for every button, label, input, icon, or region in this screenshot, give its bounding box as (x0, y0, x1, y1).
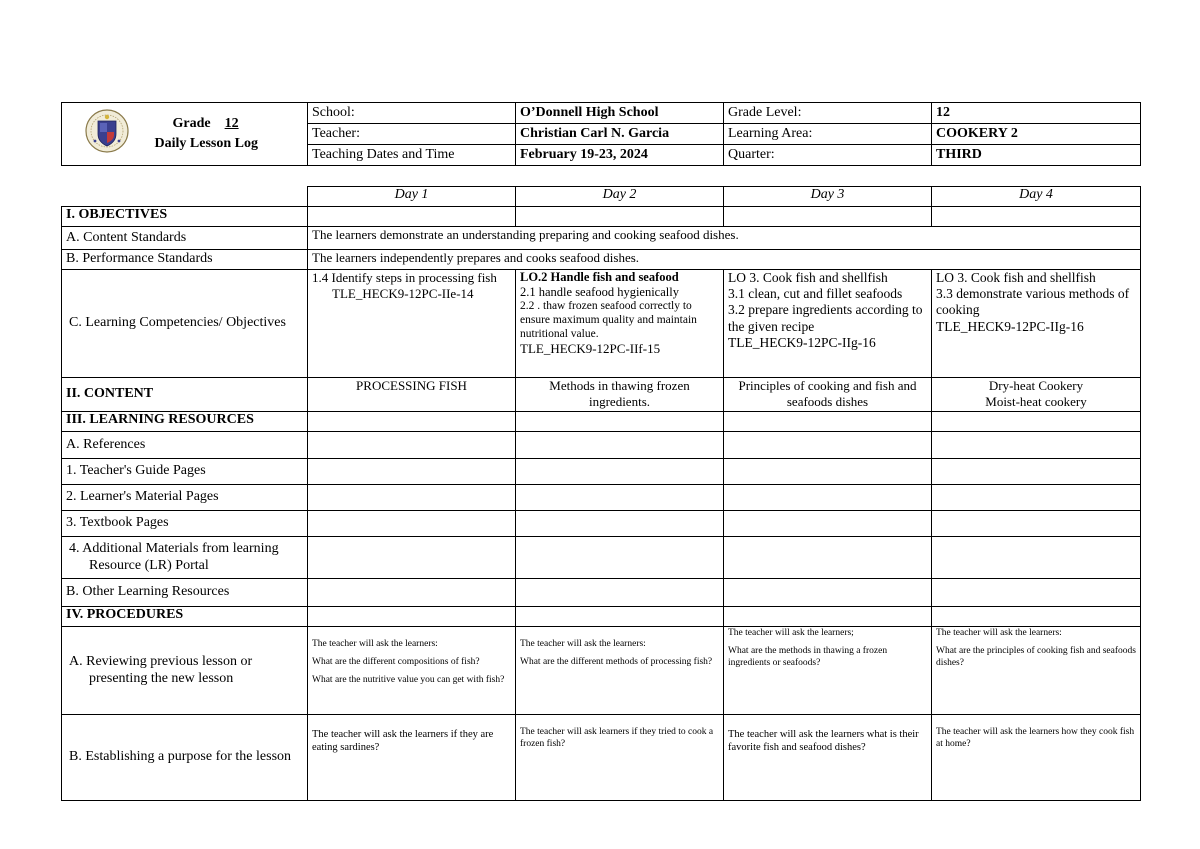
competency-code: TLE_HECK9-12PC-IIg-16 (936, 318, 1084, 334)
competency-line: LO 3. Cook fish and shellfish (936, 270, 1096, 285)
competency-line: 1.4 Identify steps in processing fish (312, 270, 497, 285)
content-heading: II. CONTENT (62, 378, 308, 412)
reviewing-line: The teacher will ask the learners; (728, 628, 854, 638)
purpose-day-2: The teacher will ask learners if they tried to cook a frozen fish? (516, 715, 724, 801)
day-header: Day 3 (724, 187, 932, 207)
procedures-heading: IV. PROCEDURES (62, 607, 308, 627)
competency-day-1 (308, 270, 516, 378)
grade-level-label: Grade Level: (724, 103, 932, 124)
school-label: School: (308, 103, 516, 124)
quarter-value: THIRD (932, 145, 1141, 166)
performance-standards-label: B. Performance Standards (62, 250, 308, 270)
header-table (61, 102, 1141, 166)
content-day-1: PROCESSING FISH (308, 378, 516, 412)
day-header: Day 1 (308, 187, 516, 207)
day-header: Day 4 (932, 187, 1141, 207)
content-day-3: Principles of cooking and fish and seafoods dishes (724, 378, 932, 412)
competencies-label: C. Learning Competencies/ Objectives (62, 270, 308, 378)
purpose-day-3: The teacher will ask the learners what is their favorite fish and seafood dishes? (724, 715, 932, 801)
logo-cell (62, 103, 153, 166)
purpose-day-4: The teacher will ask the learners how they cook fish at home? (932, 715, 1141, 801)
content-standards-text: The learners demonstrate an understanding preparing and cooking seafood dishes. (308, 227, 1141, 250)
reviewing-day-1 (308, 627, 516, 715)
competency-line: 3.1 clean, cut and fillet seafoods (728, 286, 903, 302)
additional-materials-label: 4. Additional Materials from learning Resource (LR) Portal (62, 537, 308, 579)
day-header: Day 2 (516, 187, 724, 207)
other-resources-label: B. Other Learning Resources (62, 579, 308, 607)
teacher-value: Christian Carl N. Garcia (516, 124, 724, 145)
reviewing-line: What are the principles of cooking fish and seafoods dishes? (936, 645, 1136, 668)
purpose-day-1: The teacher will ask the learners if they are eating sardines? (308, 715, 516, 801)
resources-heading: III. LEARNING RESOURCES (62, 412, 308, 432)
reviewing-line: The teacher will ask the learners: (520, 639, 646, 649)
competency-code: TLE_HECK9-12PC-IIe-14 (332, 285, 474, 301)
competency-day-3 (724, 270, 932, 378)
grade-level-value: 12 (932, 103, 1141, 124)
deped-seal-icon (84, 108, 130, 154)
competency-line: 3.3 demonstrate various methods of cooking (936, 286, 1130, 318)
content-day-2: Methods in thawing frozen ingredients. (516, 378, 724, 412)
reviewing-day-3 (724, 627, 932, 715)
objectives-heading: I. OBJECTIVES (62, 207, 308, 227)
grade-value: 12 (224, 115, 239, 131)
competency-line: 2.2 . thaw frozen seafood correctly to ensure maximum quality and maintain nutritional value. (520, 300, 697, 340)
log-title: Daily Lesson Log (154, 135, 258, 151)
reviewing-line: The teacher will ask the learners: (936, 628, 1062, 638)
log-title-cell (153, 103, 308, 166)
learning-area-value: COOKERY 2 (932, 124, 1141, 145)
content-standards-label: A. Content Standards (62, 227, 308, 250)
competency-day-4 (932, 270, 1141, 378)
reviewing-line: What are the different methods of processing fish? (520, 656, 713, 667)
reviewing-day-2 (516, 627, 724, 715)
corner-blank (62, 187, 308, 207)
learning-area-label: Learning Area: (724, 124, 932, 145)
competency-line: 2.1 handle seafood hygienically (520, 285, 679, 299)
reviewing-line: What are the different compositions of fish? (312, 656, 480, 667)
quarter-label: Quarter: (724, 145, 932, 166)
reviewing-line: What are the nutritive value you can get with fish? (312, 674, 505, 685)
competency-line: LO 3. Cook fish and shellfish (728, 270, 888, 285)
teachers-guide-label: 1. Teacher's Guide Pages (62, 459, 308, 485)
lesson-log-table (61, 186, 1141, 801)
learners-material-label: 2. Learner's Material Pages (62, 485, 308, 511)
competency-code: TLE_HECK9-12PC-IIg-16 (728, 334, 876, 350)
performance-standards-text: The learners independently prepares and cooks seafood dishes. (308, 250, 1141, 270)
teacher-label: Teacher: (308, 124, 516, 145)
grade-label: Grade (172, 115, 211, 131)
purpose-label: B. Establishing a purpose for the lesson (62, 715, 308, 801)
competency-line: 3.2 prepare ingredients according to the given recipe (728, 302, 923, 334)
dates-value: February 19-23, 2024 (516, 145, 724, 166)
dates-label: Teaching Dates and Time (308, 145, 516, 166)
reviewing-line: What are the methods in thawing a frozen ingredients or seafoods? (728, 645, 888, 668)
content-day-4: Dry-heat Cookery Moist-heat cookery (932, 378, 1141, 412)
reviewing-label: A. Reviewing previous lesson or presenting the new lesson (62, 627, 308, 715)
competency-day-2 (516, 270, 724, 378)
reviewing-line: The teacher will ask the learners: (312, 639, 438, 649)
competency-code: TLE_HECK9-12PC-IIf-15 (520, 341, 661, 357)
textbook-label: 3. Textbook Pages (62, 511, 308, 537)
school-value: O’Donnell High School (516, 103, 724, 124)
references-label: A. References (62, 432, 308, 459)
reviewing-day-4 (932, 627, 1141, 715)
competency-title: LO.2 Handle fish and seafood (520, 270, 679, 284)
